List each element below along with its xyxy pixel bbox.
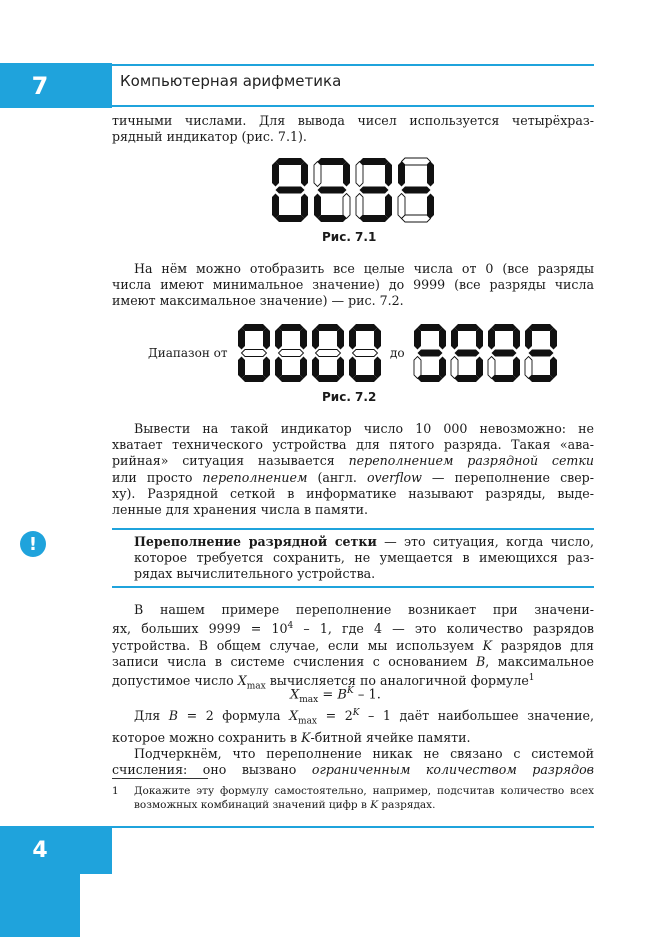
formula-xmax — [290, 686, 381, 705]
text-line: В нашем примере переполнение возникает при значени- — [134, 602, 594, 617]
paragraph-example — [112, 602, 594, 695]
digit-3-segment-g-on — [360, 187, 389, 194]
digit-4-segment-d-on — [529, 375, 554, 382]
digit-1-segment-c-on — [439, 357, 446, 379]
digit-1-segment-b-on — [301, 162, 308, 187]
variable: B — [476, 653, 486, 669]
digit-3-segment-f-off — [356, 162, 363, 187]
text-line — [112, 638, 594, 654]
digit-4-segment-b-on — [550, 328, 557, 350]
digit-1-segment-g-off — [242, 350, 267, 357]
digit-2-segment-b-on — [343, 162, 350, 187]
text-span: Для — [134, 708, 169, 724]
text-line: тичными числами. Для вывода чисел используется четырёхраз- — [112, 113, 594, 128]
digit-2-segment-d-on — [279, 375, 304, 382]
variable: K — [301, 729, 311, 745]
footnote-mark: 1 — [112, 785, 119, 797]
paragraph-intro — [112, 113, 594, 145]
text-span: — это ситуация, когда число, — [376, 534, 594, 549]
digit-4-segment-f-on — [525, 328, 532, 350]
header-rule-top — [112, 64, 594, 66]
digit-2-segment-a-on — [279, 324, 304, 331]
text-line: ху). Разрядной сеткой в информатике называют разряды, выде- — [112, 485, 594, 501]
definition-box — [134, 534, 594, 583]
digit-3-segment-e-on — [312, 357, 319, 379]
header-rule-bottom — [112, 105, 594, 107]
digit-3-segment-e-off — [356, 194, 363, 219]
variable: X — [237, 673, 247, 689]
digit-1-segment-d-on — [276, 215, 305, 222]
text-line: Вывести на такой индикатор число 10 000 невозможно: не — [134, 421, 594, 436]
digit-2-segment-c-off — [343, 194, 350, 219]
text-span: рийная» ситуация называется — [112, 453, 349, 469]
paragraph-overflow — [112, 421, 594, 518]
digit-4-segment-e-off — [525, 357, 532, 379]
digit-2-segment-e-off — [451, 357, 458, 379]
definition-term: Переполнение разрядной сетки — [134, 534, 377, 549]
digit-2-segment-e-on — [314, 194, 321, 219]
digit-3-segment-d-on — [316, 375, 341, 382]
text-line: ленные для хранения числа в памяти. — [112, 502, 369, 518]
digit-3-segment-b-on — [337, 328, 344, 350]
digit-1-segment-g-on — [276, 187, 305, 194]
text-span: = 2 формула — [178, 708, 290, 724]
text-line — [112, 730, 594, 746]
digit-3-segment-g-off — [316, 350, 341, 357]
figure-7-1-indicator — [270, 156, 440, 226]
superscript: 4 — [287, 621, 294, 632]
header-accent — [80, 63, 112, 108]
digit-1-segment-c-on — [301, 194, 308, 219]
exclamation-icon: ! — [20, 531, 46, 557]
sidebar-middle — [0, 108, 80, 826]
digit-1-segment-d-on — [418, 375, 443, 382]
footnote — [112, 784, 594, 812]
text-line: рядах вычислительного устройства. — [134, 566, 376, 582]
digit-4-segment-a-off — [402, 158, 431, 165]
digit-4-segment-c-on — [374, 357, 381, 379]
text-span: или просто — [112, 469, 203, 485]
chapter-number: 7 — [31, 71, 49, 100]
variable: X — [290, 687, 300, 703]
footer-rule — [112, 826, 594, 828]
digit-3-segment-b-on — [385, 162, 392, 187]
digit-1-segment-b-on — [439, 328, 446, 350]
digit-1-segment-c-on — [263, 357, 270, 379]
digit-2-segment-a-on — [318, 158, 347, 165]
digit-4-segment-g-off — [353, 350, 378, 357]
digit-1-segment-b-on — [263, 328, 270, 350]
digit-3-segment-a-on — [360, 158, 389, 165]
digit-3-segment-d-on — [492, 375, 517, 382]
digit-1-segment-g-on — [418, 350, 443, 357]
footnote-rule — [112, 778, 208, 779]
text-line: На нём можно отобразить все целые числа от 0 (все разряды — [134, 261, 594, 276]
digit-3-segment-c-on — [337, 357, 344, 379]
text-line: имеют максимальное значение) — рис. 7.2. — [112, 293, 404, 309]
digit-2-segment-g-on — [318, 187, 347, 194]
text-line: хватает технического устройства для пятого разряда. Такая «ава- — [112, 437, 594, 453]
digit-1-segment-e-on — [272, 194, 279, 219]
variable: K — [482, 637, 493, 653]
term-italic: ограниченным количеством разрядов — [311, 762, 594, 778]
digit-1-segment-e-off — [414, 357, 421, 379]
text-span: разрядов для — [492, 637, 594, 653]
text-span: – 1. — [353, 687, 381, 703]
digit-2-segment-g-on — [455, 350, 480, 357]
page-number: 4 — [32, 837, 48, 863]
text-span: счисления: оно вызвано — [112, 762, 312, 778]
figure-7-2-min-indicator — [236, 322, 386, 386]
text-span: записи числа в системе счисления с основанием — [112, 653, 476, 669]
footnote-body — [134, 784, 594, 812]
text-span: которое можно сохранить в — [112, 729, 302, 745]
digit-2-segment-a-on — [455, 324, 480, 331]
digit-1-segment-f-on — [272, 162, 279, 187]
digit-2-segment-d-on — [455, 375, 480, 382]
text-line — [134, 534, 594, 550]
digit-1-segment-a-on — [242, 324, 267, 331]
digit-1-segment-e-on — [238, 357, 245, 379]
digit-4-segment-g-on — [402, 187, 431, 194]
digit-4-segment-a-on — [353, 324, 378, 331]
text-line: которое требуется сохранить, не умещается в имеющихся раз- — [134, 550, 594, 566]
text-line — [134, 798, 594, 812]
digit-1-segment-f-on — [238, 328, 245, 350]
digit-4-segment-b-on — [427, 162, 434, 187]
range-from-label: Диапазон от — [148, 346, 228, 360]
text-span: (англ. — [307, 469, 367, 485]
text-line — [112, 618, 594, 637]
digit-1-segment-a-on — [276, 158, 305, 165]
text-span: возможных комбинаций значений цифр в — [134, 799, 371, 811]
text-span: = — [318, 687, 338, 703]
digit-3-segment-a-on — [316, 324, 341, 331]
digit-4-segment-e-off — [398, 194, 405, 219]
figure-7-2-caption: Рис. 7.2 — [322, 390, 377, 404]
digit-4-segment-f-on — [398, 162, 405, 187]
digit-3-segment-d-on — [360, 215, 389, 222]
subscript: max — [298, 716, 318, 727]
digit-3-segment-g-on — [492, 350, 517, 357]
digit-2-segment-g-off — [279, 350, 304, 357]
text-span: = 2 — [317, 708, 353, 724]
superscript: K — [346, 686, 354, 696]
digit-3-segment-f-on — [488, 328, 495, 350]
sidebar-top — [0, 0, 80, 63]
text-span: ях, больших 9999 = 10 — [112, 621, 288, 637]
digit-4-segment-f-on — [349, 328, 356, 350]
digit-2-segment-f-off — [314, 162, 321, 187]
chapter-title: Компьютерная арифметика — [120, 72, 342, 90]
text-line: числа имеют минимальное значение) до 9999 (все разряды числа — [112, 277, 594, 293]
variable: B — [337, 687, 347, 703]
digit-2-segment-f-on — [275, 328, 282, 350]
digit-4-segment-c-on — [550, 357, 557, 379]
digit-1-segment-a-on — [418, 324, 443, 331]
digit-3-segment-f-on — [312, 328, 319, 350]
text-span: разрядах. — [378, 799, 436, 811]
subscript: max — [246, 681, 266, 692]
digit-1-segment-f-on — [414, 328, 421, 350]
text-span: -битной ячейке памяти. — [310, 729, 471, 745]
term-italic: overflow — [366, 469, 422, 485]
paragraph-range — [112, 261, 594, 310]
footer-accent — [80, 826, 112, 874]
range-to-label: до — [390, 346, 405, 360]
text-span: устройства. В общем случае, если мы используем — [112, 637, 483, 653]
text-line — [112, 453, 594, 469]
digit-3-segment-b-on — [513, 328, 520, 350]
digit-2-segment-e-on — [275, 357, 282, 379]
text-span: — переполнение свер- — [421, 469, 594, 485]
text-span: допустимое число — [112, 673, 238, 689]
digit-4-segment-d-on — [353, 375, 378, 382]
digit-3-segment-c-on — [513, 357, 520, 379]
digit-2-segment-d-on — [318, 215, 347, 222]
footnote-mark: 1 — [528, 673, 535, 683]
digit-2-segment-c-on — [476, 357, 483, 379]
text-span: вычисляется по аналогичной формуле — [265, 673, 529, 689]
text-span: , максимальное — [485, 653, 594, 669]
definition-rule-bottom — [112, 586, 594, 588]
footnote-row — [112, 784, 594, 812]
digit-4-segment-e-on — [349, 357, 356, 379]
variable: K — [370, 799, 379, 811]
text-line — [112, 762, 594, 778]
digit-4-segment-d-off — [402, 215, 431, 222]
superscript: K — [352, 708, 360, 718]
digit-2-segment-b-on — [300, 328, 307, 350]
text-line: Подчеркнём, что переполнение никак не связано с системой — [134, 746, 594, 762]
text-span: – 1 даёт наибольшее значение, — [359, 708, 594, 724]
text-line — [112, 654, 594, 670]
definition-rule-top — [112, 528, 594, 530]
digit-2-segment-c-on — [300, 357, 307, 379]
text-span: – 1, где 4 — это количество разрядов — [293, 621, 594, 637]
digit-2-segment-f-on — [451, 328, 458, 350]
digit-3-segment-a-on — [492, 324, 517, 331]
digit-4-segment-g-on — [529, 350, 554, 357]
paragraph-binary — [112, 705, 594, 779]
text-line — [112, 705, 594, 730]
variable: B — [168, 708, 179, 724]
term-italic: переполнением — [202, 469, 308, 485]
variable: X — [289, 708, 299, 724]
text-line — [112, 470, 594, 486]
digit-4-segment-c-on — [427, 194, 434, 219]
text-line: рядный индикатор (рис. 7.1). — [112, 129, 307, 145]
digit-1-segment-d-on — [242, 375, 267, 382]
digit-2-segment-b-on — [476, 328, 483, 350]
term-italic: переполнением разрядной сетки — [348, 453, 595, 469]
digit-3-segment-c-on — [385, 194, 392, 219]
text-line: Докажите эту формулу самостоятельно, например, подсчитав количество всех — [134, 785, 594, 797]
figure-7-1-caption: Рис. 7.1 — [322, 230, 377, 244]
subscript: max — [299, 694, 319, 705]
digit-3-segment-e-off — [488, 357, 495, 379]
digit-4-segment-b-on — [374, 328, 381, 350]
figure-7-2-max-indicator — [412, 322, 562, 386]
digit-4-segment-a-on — [529, 324, 554, 331]
